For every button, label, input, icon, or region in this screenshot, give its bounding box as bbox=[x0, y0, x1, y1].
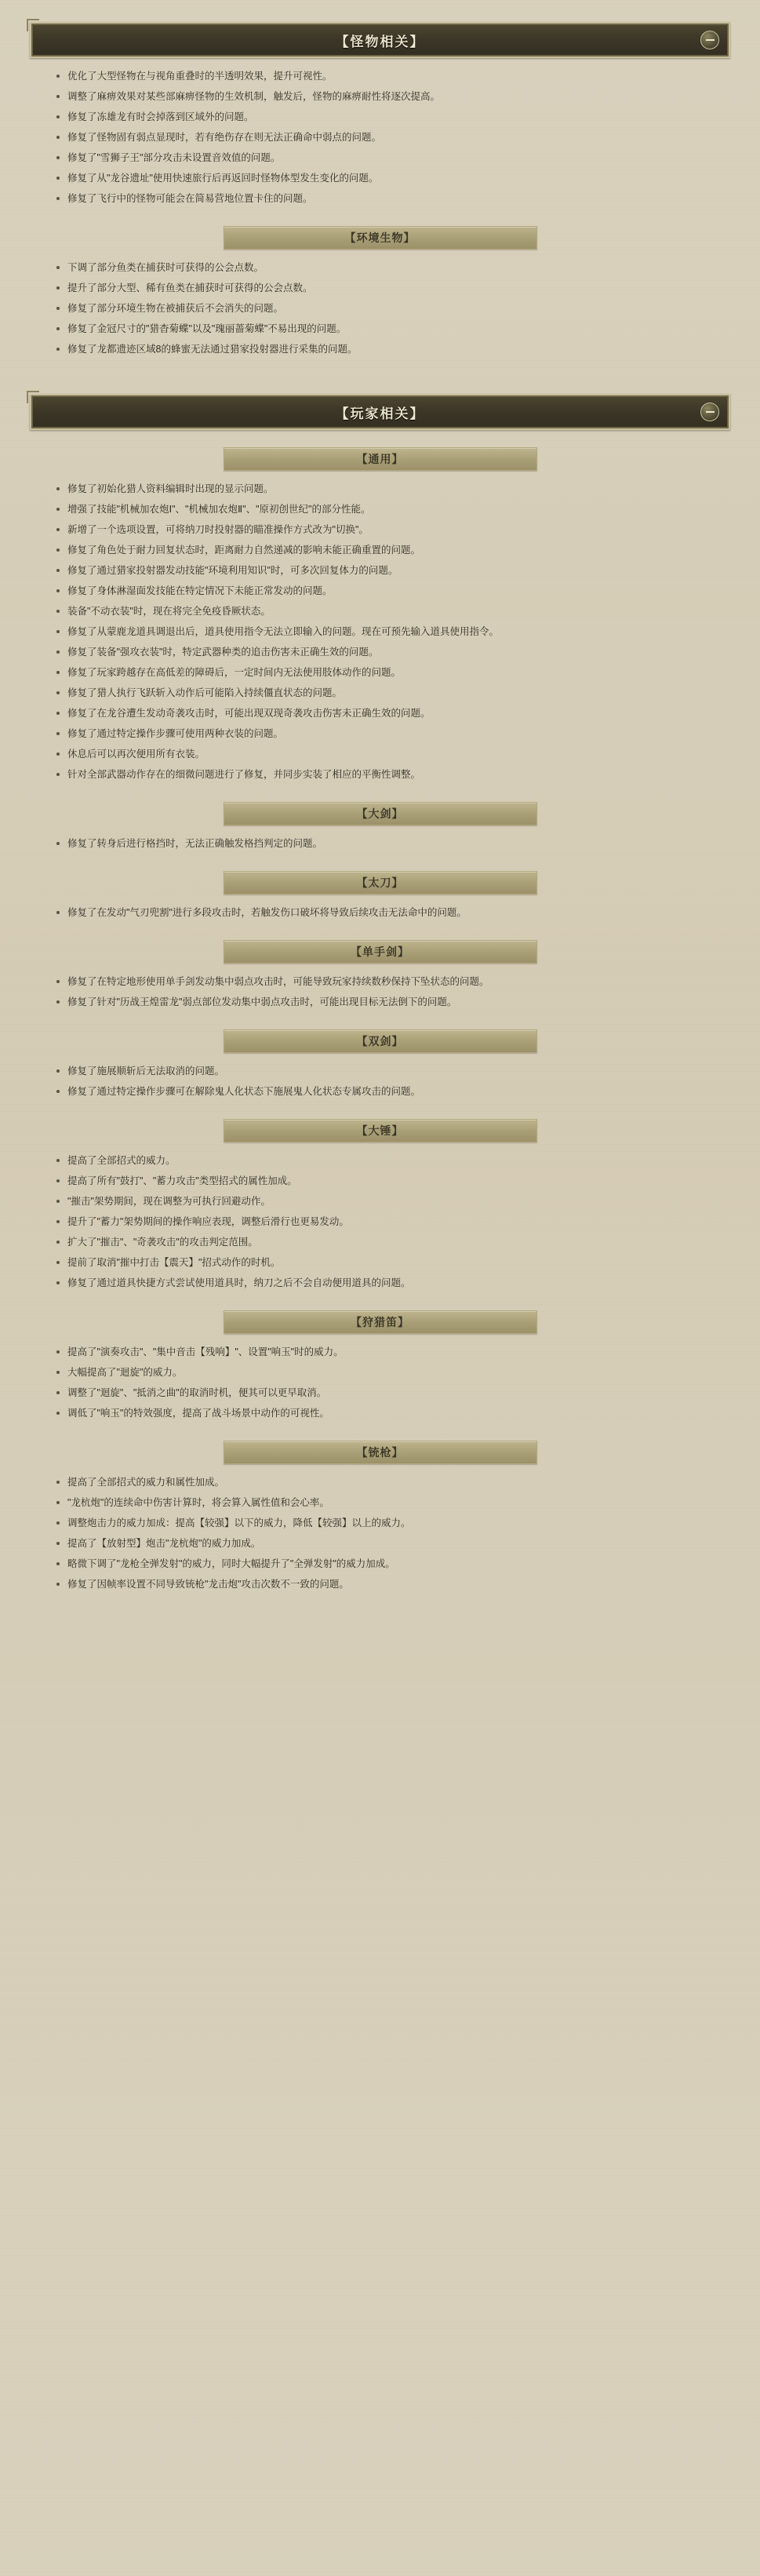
sub-header bbox=[224, 1441, 537, 1464]
sub-header-wrap bbox=[224, 447, 537, 471]
bullet-list bbox=[0, 257, 760, 359]
list-item: 提高了所有"鼓打"、"蓄力攻击"类型招式的属性加成。 bbox=[56, 1171, 716, 1191]
sub-header bbox=[224, 447, 537, 471]
list-item: 提升了"蓄力"架势期间的操作响应表现，调整后滑行也更易发动。 bbox=[56, 1211, 716, 1232]
sub-header bbox=[224, 1119, 537, 1142]
list-item: 修复了通过道具快捷方式尝试使用道具时，纳刀之后不会自动便用道具的问题。 bbox=[56, 1273, 716, 1293]
sub-title: 【太刀】 bbox=[356, 876, 404, 889]
sub-header-wrap bbox=[224, 802, 537, 825]
list-item: 修复了初始化猎人资料编辑时出现的显示问题。 bbox=[56, 479, 716, 499]
section-header[interactable] bbox=[30, 22, 730, 58]
list-item: 修复了通过猎家投射器发动技能"环境利用知识"时，可多次回复体力的问题。 bbox=[56, 560, 716, 581]
bullet-list bbox=[0, 971, 760, 1012]
list-item: 修复了因帧率设置不同导致铳枪"龙击炮"攻击次数不一致的问题。 bbox=[56, 1574, 716, 1594]
bullet-list bbox=[0, 1472, 760, 1594]
sub-header bbox=[224, 802, 537, 825]
list-item: 修复了角色处于耐力回复状态时，距离耐力自然递减的影响未能正确重置的问题。 bbox=[56, 540, 716, 560]
bullet-list bbox=[0, 1061, 760, 1102]
section-title: 【怪物相关】 bbox=[335, 34, 425, 49]
group-dual-blades bbox=[0, 1029, 760, 1102]
group-hunting-horn bbox=[0, 1310, 760, 1423]
section-player bbox=[0, 394, 760, 1594]
bullet-list bbox=[0, 479, 760, 785]
sub-header-wrap bbox=[224, 226, 537, 250]
list-item: 修复了施展顺斩后无法取消的问题。 bbox=[56, 1061, 716, 1081]
sub-header-wrap bbox=[224, 1029, 537, 1053]
section-spacer bbox=[0, 366, 760, 386]
list-item: 修复了怪物固有弱点显现时，若有绝伤存在则无法正确命中弱点的问题。 bbox=[56, 127, 716, 148]
sub-title: 【铳枪】 bbox=[356, 1446, 404, 1459]
sub-title: 【单手剑】 bbox=[351, 946, 409, 958]
list-item: 修复了在发动"气刃兜割"进行多段攻击时，若触发伤口破坏将导致后续攻击无法命中的问题。 bbox=[56, 902, 716, 923]
list-item: 提高了"演奏攻击"、"集中音击【残响】"、设置"响玉"时的威力。 bbox=[56, 1342, 716, 1362]
list-item: 新增了一个选项设置，可将纳刀时投射器的瞄准操作方式改为"切换"。 bbox=[56, 519, 716, 540]
list-item: 提升了部分大型、稀有鱼类在捕获时可获得的公会点数。 bbox=[56, 278, 716, 298]
minus-icon[interactable] bbox=[700, 403, 719, 421]
list-item: 优化了大型怪物在与视角重叠时的半透明效果，提升可视性。 bbox=[56, 66, 716, 86]
list-item: 修复了飞行中的怪物可能会在简易营地位置卡住的问题。 bbox=[56, 188, 716, 209]
list-item: 大幅提高了"迴旋"的威力。 bbox=[56, 1362, 716, 1383]
sub-header-wrap bbox=[224, 871, 537, 894]
list-item: 修复了在龙谷遭生发动奇袭攻击时，可能出现双现奇袭攻击伤害未正确生效的问题。 bbox=[56, 703, 716, 723]
sub-header-wrap bbox=[224, 1119, 537, 1142]
sub-header bbox=[224, 940, 537, 964]
list-item: 提高了全部招式的威力和属性加成。 bbox=[56, 1472, 716, 1492]
bullet-list bbox=[0, 902, 760, 923]
list-item: 提高了全部招式的威力。 bbox=[56, 1150, 716, 1171]
list-item: 修复了猎人执行飞跃斩入动作后可能陷入持续僵直状态的问题。 bbox=[56, 683, 716, 703]
bullet-list bbox=[0, 1342, 760, 1423]
group-sword-and-shield bbox=[0, 940, 760, 1012]
minus-icon[interactable] bbox=[700, 31, 719, 49]
list-item: 提高了【放射型】炮击"龙杭炮"的威力加成。 bbox=[56, 1533, 716, 1554]
list-item: 修复了通过特定操作步骤可在解除鬼人化状态下施展鬼人化状态专属攻击的问题。 bbox=[56, 1081, 716, 1102]
group-general bbox=[0, 66, 760, 209]
sub-header-wrap bbox=[224, 1310, 537, 1334]
list-item: 修复了龙都遗迹区域8的蜂蜜无法通过猎家投射器进行采集的问题。 bbox=[56, 339, 716, 359]
list-item: "摧击"架势期间，现在调整为可执行回避动作。 bbox=[56, 1191, 716, 1211]
list-item: 休息后可以再次便用所有衣装。 bbox=[56, 744, 716, 764]
list-item: 修复了装备"强攻衣装"时，特定武器种类的追击伤害未正确生效的问题。 bbox=[56, 642, 716, 662]
sub-title: 【通用】 bbox=[356, 453, 404, 465]
sub-header bbox=[224, 226, 537, 250]
sub-title: 【环境生物】 bbox=[344, 231, 416, 244]
list-item: 扩大了"摧击"、"奇袭攻击"的攻击判定范围。 bbox=[56, 1232, 716, 1252]
group-common bbox=[0, 447, 760, 785]
group-endemic-life bbox=[0, 226, 760, 359]
list-item: 修复了通过特定操作步骤可使用两种衣装的问题。 bbox=[56, 723, 716, 744]
list-item: 装备"不动衣装"时，现在将完全免疫昏厥状态。 bbox=[56, 601, 716, 621]
group-great-sword bbox=[0, 802, 760, 854]
list-item: "龙杭炮"的连续命中伤害计算时，将会算入属性值和会心率。 bbox=[56, 1492, 716, 1513]
section-header-wrap bbox=[30, 394, 730, 430]
sub-title: 【大剑】 bbox=[356, 807, 404, 820]
list-item: 调整了麻痹效果对某些部麻痹怪物的生效机制，触发后，怪物的麻痹耐性将逐次提高。 bbox=[56, 86, 716, 107]
list-item: 针对全部武器动作存在的细微问题进行了修复，并同步实装了相应的平衡性调整。 bbox=[56, 764, 716, 785]
bullet-list bbox=[0, 833, 760, 854]
list-item: 修复了玩家跨越存在高低差的障碍后，一定时间内无法使用肢体动作的问题。 bbox=[56, 662, 716, 683]
sub-title: 【狩猎笛】 bbox=[351, 1316, 409, 1328]
list-item: 修复了从蒙鹿龙道具调退出后，道具使用指令无法立即输入的问题。现在可预先输入道具使用指令。 bbox=[56, 621, 716, 642]
section-header-wrap bbox=[30, 22, 730, 58]
section-header[interactable] bbox=[30, 394, 730, 430]
bullet-list bbox=[0, 1150, 760, 1293]
list-item: 修复了从"龙谷遗址"使用快速旅行后再返回时怪物体型发生变化的问题。 bbox=[56, 168, 716, 188]
list-item: 修复了冻雄龙有时会掉落到区域外的问题。 bbox=[56, 107, 716, 127]
section-title: 【玩家相关】 bbox=[335, 406, 425, 421]
list-item: 提前了取消"摧中打击【震天】"招式动作的时机。 bbox=[56, 1252, 716, 1273]
sub-title: 【大锤】 bbox=[356, 1124, 404, 1137]
list-item: 修复了部分环境生物在被捕获后不会消失的问题。 bbox=[56, 298, 716, 319]
group-hammer bbox=[0, 1119, 760, 1293]
sub-header bbox=[224, 1029, 537, 1053]
list-item: 调整炮击力的威力加成：提高【较强】以下的威力，降低【较强】以上的威力。 bbox=[56, 1513, 716, 1533]
group-gunlance bbox=[0, 1441, 760, 1594]
list-item: 修复了"雪狮子王"部分攻击未设置音效值的问题。 bbox=[56, 148, 716, 168]
section-monsters bbox=[0, 22, 760, 359]
list-item: 增强了技能"机械加农炮Ⅰ"、"机械加农炮Ⅱ"、"原初创世纪"的部分性能。 bbox=[56, 499, 716, 519]
sub-header bbox=[224, 871, 537, 894]
group-long-sword bbox=[0, 871, 760, 923]
sub-header bbox=[224, 1310, 537, 1334]
list-item: 修复了金冠尺寸的"猎杳菊蝶"以及"瑰丽蔷菊蝶"不易出现的问题。 bbox=[56, 319, 716, 339]
list-item: 下调了部分鱼类在捕获时可获得的公会点数。 bbox=[56, 257, 716, 278]
sub-header-wrap bbox=[224, 1441, 537, 1464]
list-item: 修复了身体淋湿面发技能在特定情况下未能正常发动的问题。 bbox=[56, 581, 716, 601]
sub-title: 【双剑】 bbox=[356, 1035, 404, 1048]
list-item: 修复了转身后进行格挡时，无法正确触发格挡判定的问题。 bbox=[56, 833, 716, 854]
bullet-list bbox=[0, 66, 760, 209]
list-item: 略微下调了"龙枪全弹发射"的威力，同时大幅提升了"全弹发射"的威力加成。 bbox=[56, 1554, 716, 1574]
list-item: 修复了针对"历战王煌雷龙"弱点部位发动集中弱点攻击时，可能出现目标无法倒下的问题。 bbox=[56, 992, 716, 1012]
sub-header-wrap bbox=[224, 940, 537, 964]
list-item: 调低了"响玉"的特效强度，提高了战斗场景中动作的可视性。 bbox=[56, 1403, 716, 1423]
list-item: 调整了"迴旋"、"抵消之曲"的取消时机，便其可以更早取消。 bbox=[56, 1383, 716, 1403]
list-item: 修复了在特定地形使用单手剑发动集中弱点攻击时，可能导致玩家持续数秒保持下坠状态的问题。 bbox=[56, 971, 716, 992]
